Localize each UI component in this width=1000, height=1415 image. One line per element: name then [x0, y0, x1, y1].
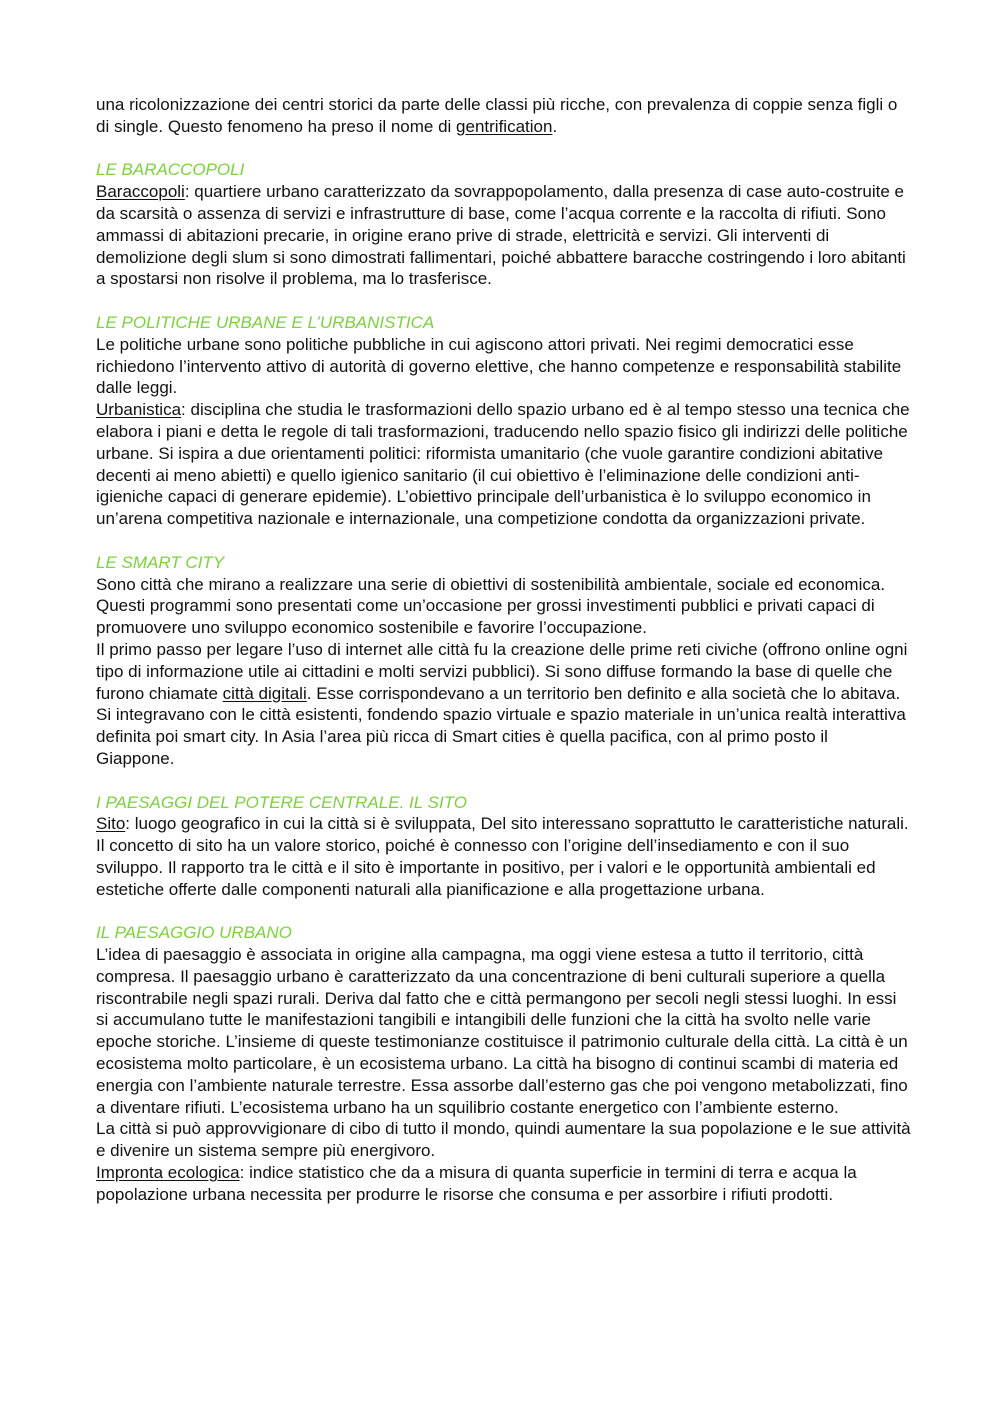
baraccopoli-text: : quartiere urbano caratterizzato da sovrappopolamento, dalla presenza di case auto-costruite e da scarsità o assenza di servizi e infrastrutture di base, come l’acqua corrente e la raccolta di rifiuti. Sono ammassi di abitazioni precarie, in origine erano prive di strade, elettricità e servizi. Gli interventi di demolizione degli slum si sono dimostrati fallimentari, poiché abbattere baracche costringendo i loro abitanti a spostarsi non risolve il problema, ma lo trasferisce. [96, 182, 906, 289]
smart-text-after: . Esse corrispondevano a un territorio ben definito e alla società che lo abitava. Si integravano con le città esistenti, fondendo spazio virtuale e spazio materiale in un’unica realtà interattiva definita poi smart city. In Asia l’area più ricca di Smart cities è quella pacifica, con al primo posto il Giappone. [96, 683, 906, 768]
intro-end: . [552, 116, 558, 136]
term-gentrification: gentrification [456, 116, 553, 136]
paesaggio-paragraph-3 [96, 1162, 911, 1206]
intro-text: una ricolonizzazione dei centri storici da parte delle classi più ricche, con prevalenza di coppie senza figli o di single. Questo fenomeno ha preso il nome di [96, 95, 898, 136]
sito-paragraph [96, 813, 911, 900]
term-sito: Sito [96, 814, 126, 834]
politiche-paragraph-2 [96, 399, 911, 530]
politiche-paragraph-1: Le politiche urbane sono politiche pubbliche in cui agiscono attori privati. Nei regimi democratici esse richiedono l’intervento attivo di autorità di governo elettive, che hanno competenze e responsabilità stabilite dalle leggi. [96, 334, 902, 398]
section-baraccopoli [96, 159, 911, 290]
section-sito [96, 792, 911, 901]
sito-text: : luogo geografico in cui la città si è sviluppata, Del sito interessano soprattutto le caratteristiche naturali. Il concetto di sito ha un valore storico, poiché è connesso con l’origine dell’insediamento e con il suo sviluppo. Il rapporto tra le città e il sito è importante in positivo, per i valori e le opportunità ambientali ed estetiche offerte dalle componenti naturali alla pianificazione e alla progettazione urbana. [96, 814, 909, 899]
intro-paragraph [96, 94, 911, 138]
urbanistica-text: : disciplina che studia le trasformazioni dello spazio urbano ed è al tempo stesso una tecnica che elabora i piani e detta le regole di tali trasformazioni, traducendo nello spazio fisico gli indirizzi delle politiche urbane. Si ispira a due orientamenti politici: riformista umanitario (che vuole garantire condizioni abitative decenti ai meno abietti) e quello igienico sanitario (il cui obiettivo è l’eliminazione delle condizioni anti-igieniche capaci di generare epidemie). L’obiettivo principale dell’urbanistica è lo sviluppo economico in un’arena competitiva nazionale e internazionale, una competizione condotta da organizzazioni private. [96, 400, 910, 529]
heading-politiche-urbane: LE POLITICHE URBANE E L’URBANISTICA [96, 312, 435, 332]
term-urbanistica: Urbanistica [96, 400, 182, 420]
heading-baraccopoli: LE BARACCOPOLI [96, 160, 245, 180]
term-baraccopoli: Baraccopoli [96, 182, 185, 202]
heading-paesaggio-urbano: IL PAESAGGIO URBANO [96, 923, 292, 943]
baraccopoli-paragraph [96, 181, 911, 290]
smart-paragraph-1: Sono città che mirano a realizzare una serie di obiettivi di sostenibilità ambientale, sociale ed economica. Questi programmi sono presentati come un’occasione per grossi investimenti pubblici e privati capaci di promuovere uno sviluppo economico sostenibile e favorire l’occupazione. [96, 574, 886, 638]
paesaggio-paragraph-2: La città si può approvvigionare di cibo di tutto il mondo, quindi aumentare la sua popolazione e le sue attività e divenire un sistema sempre più energivoro. [96, 1119, 911, 1161]
document-page [96, 94, 911, 1206]
smart-text-before: Il primo passo per legare l’uso di internet alle città fu la creazione delle prime reti civiche (offrono online ogni tipo di informazione utile ai cittadini e molti servizi pubblici). Si sono diffuse formando la base di quelle che furono chiamate [96, 639, 908, 703]
impronta-text: : indice statistico che da a misura di quanta superficie in termini di terra e acqua la popolazione urbana necessita per produrre le risorse che consuma e per assorbire i rifiuti prodotti. [96, 1163, 857, 1204]
section-paesaggio-urbano [96, 922, 911, 1205]
term-impronta-ecologica: Impronta ecologica [96, 1163, 240, 1183]
term-citta-digitali: città digitali [222, 683, 307, 703]
heading-smart-city: LE SMART CITY [96, 552, 225, 572]
section-smart-city [96, 552, 911, 770]
smart-paragraph-2 [96, 639, 911, 770]
section-politiche-urbane [96, 312, 911, 530]
heading-sito: I PAESAGGI DEL POTERE CENTRALE. IL SITO [96, 792, 467, 812]
paesaggio-paragraph-1: L’idea di paesaggio è associata in origine alla campagna, ma oggi viene estesa a tutto il territorio, città compresa. Il paesaggio urbano è caratterizzato da una concentrazione di beni culturali superiore a quella riscontrabile negli spazi rurali. Deriva dal fatto che e città permangono per secoli negli stessi luoghi. In essi si accumulano tutte le manifestazioni tangibili e intangibili delle funzioni che la città ha svolto nelle varie epoche storiche. L’insieme di queste testimonianze costituisce il patrimonio culturale della città. La città è un ecosistema molto particolare, è un ecosistema urbano. La città ha bisogno di continui scambi di materia ed energia con l’ambiente naturale terrestre. Essa assorbe dall’esterno gas che poi vengono metabolizzati, fino a diventare rifiuti. L’ecosistema urbano ha un squilibrio costante energetico con l’ambiente esterno. [96, 945, 908, 1117]
